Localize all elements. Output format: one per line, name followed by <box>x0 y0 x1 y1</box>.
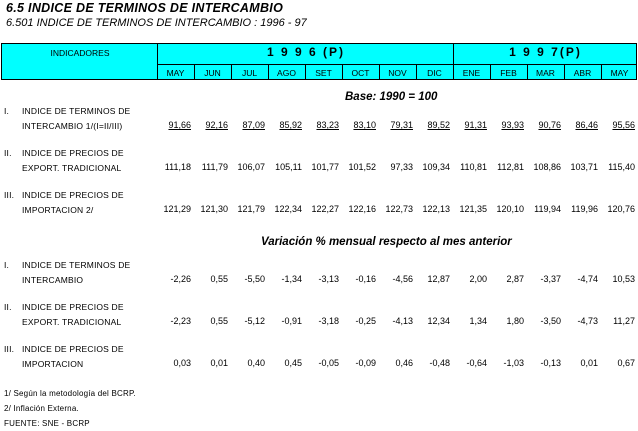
row-roman-numeral: I. <box>4 106 10 116</box>
row-value-cell: 12,87 <box>427 274 450 284</box>
row-value-cell: 122,34 <box>274 204 302 214</box>
row-value-cell: 0,45 <box>284 358 302 368</box>
row-roman-numeral: I. <box>4 260 10 270</box>
header-month-cell: FEB <box>500 68 517 78</box>
row-label-line2: INTERCAMBIO <box>22 275 84 285</box>
row-value-cell: 93,93 <box>501 120 524 130</box>
row-value-cell: 91,31 <box>464 120 487 130</box>
header-month-cell: OCT <box>351 68 370 78</box>
row-value-cell: 1,80 <box>506 316 524 326</box>
row-label-line2: INTERCAMBIO 1/(I=II/III) <box>22 121 123 131</box>
row-value-cell: 121,30 <box>200 204 228 214</box>
variation-heading: Variación % mensual respecto al mes anterior <box>261 236 512 248</box>
row-value-cell: 87,09 <box>242 120 265 130</box>
row-value-cell: -2,23 <box>170 316 191 326</box>
row-value-cell: 10,53 <box>612 274 635 284</box>
header-year-1997: 1 9 9 7(P) <box>509 45 582 59</box>
header-month-cell: MAY <box>166 68 185 78</box>
row-label-line2: IMPORTACION 2/ <box>22 205 94 215</box>
row-value-cell: -0,05 <box>318 358 339 368</box>
header-month-cell: ABR <box>573 68 592 78</box>
row-value-cell: -0,09 <box>355 358 376 368</box>
row-value-cell: 83,23 <box>316 120 339 130</box>
row-label-line2: IMPORTACION <box>22 359 84 369</box>
row-value-cell: -3,13 <box>318 274 339 284</box>
row-value-cell: 115,40 <box>608 162 635 172</box>
row-value-cell: -0,16 <box>355 274 376 284</box>
row-value-cell: 119,96 <box>571 204 598 214</box>
row-value-cell: 83,10 <box>353 120 376 130</box>
page-title: 6.5 INDICE DE TERMINOS DE INTERCAMBIO <box>6 1 284 15</box>
row-value-cell: 91,66 <box>168 120 191 130</box>
row-value-cell: 11,27 <box>613 316 635 326</box>
row-value-cell: 95,56 <box>612 120 635 130</box>
row-value-cell: 0,55 <box>210 274 228 284</box>
row-value-cell: 103,71 <box>570 162 598 172</box>
header-month-cell: NOV <box>388 68 407 78</box>
row-label-line2: EXPORT. TRADICIONAL <box>22 163 122 173</box>
row-value-cell: 101,77 <box>311 162 339 172</box>
header-month-cell: MAY <box>610 68 629 78</box>
row-value-cell: 122,16 <box>348 204 376 214</box>
row-value-cell: 122,13 <box>422 204 450 214</box>
row-value-cell: 2,87 <box>506 274 524 284</box>
row-value-cell: 0,40 <box>247 358 265 368</box>
row-value-cell: 86,46 <box>575 120 598 130</box>
row-roman-numeral: III. <box>4 344 15 354</box>
row-value-cell: -0,13 <box>540 358 561 368</box>
row-value-cell: 0,67 <box>617 358 635 368</box>
row-value-cell: 90,76 <box>538 120 561 130</box>
row-value-cell: 122,27 <box>311 204 339 214</box>
row-label-line1: INDICE DE TERMINOS DE <box>22 260 131 270</box>
header-month-cell: MAR <box>536 68 555 78</box>
table-header <box>1 43 637 80</box>
header-month-cell: SET <box>315 68 332 78</box>
row-value-cell: 89,52 <box>427 120 450 130</box>
row-value-cell: 0,03 <box>173 358 191 368</box>
row-value-cell: 101,52 <box>348 162 376 172</box>
row-value-cell: -0,25 <box>355 316 376 326</box>
row-value-cell: -4,73 <box>577 316 598 326</box>
row-value-cell: 79,31 <box>390 120 413 130</box>
row-value-cell: 97,33 <box>390 162 413 172</box>
row-value-cell: -0,48 <box>429 358 450 368</box>
row-value-cell: 109,34 <box>422 162 450 172</box>
row-value-cell: -3,18 <box>318 316 339 326</box>
row-label-line1: INDICE DE TERMINOS DE <box>22 106 131 116</box>
row-value-cell: 1,34 <box>469 316 487 326</box>
row-value-cell: 108,86 <box>533 162 561 172</box>
header-month-cell: ENE <box>462 68 481 78</box>
row-label-line1: INDICE DE PRECIOS DE <box>22 344 124 354</box>
footnote-1: 1/ Según la metodología del BCRP. <box>4 389 136 398</box>
row-value-cell: 112,81 <box>497 162 524 172</box>
row-label-line1: INDICE DE PRECIOS DE <box>22 148 124 158</box>
row-value-cell: -5,12 <box>244 316 265 326</box>
footnote-2: 2/ Inflación Externa. <box>4 404 79 413</box>
row-value-cell: 0,55 <box>210 316 228 326</box>
row-value-cell: 110,81 <box>460 162 487 172</box>
row-value-cell: -4,56 <box>392 274 413 284</box>
row-value-cell: 2,00 <box>469 274 487 284</box>
row-value-cell: -4,13 <box>392 316 413 326</box>
row-value-cell: 121,29 <box>163 204 191 214</box>
header-month-cell: JUL <box>241 68 258 78</box>
base-heading: Base: 1990 = 100 <box>345 91 438 103</box>
row-value-cell: -4,74 <box>577 274 598 284</box>
row-value-cell: 119,94 <box>534 204 561 214</box>
row-roman-numeral: III. <box>4 190 15 200</box>
row-roman-numeral: II. <box>4 148 12 158</box>
header-indicadores: INDICADORES <box>50 48 110 58</box>
row-value-cell: 0,46 <box>395 358 413 368</box>
row-value-cell: 121,79 <box>237 204 265 214</box>
row-value-cell: 0,01 <box>210 358 228 368</box>
row-value-cell: 121,35 <box>459 204 487 214</box>
row-value-cell: -0,91 <box>281 316 302 326</box>
row-value-cell: -3,37 <box>540 274 561 284</box>
page-subtitle: 6.501 INDICE DE TERMINOS DE INTERCAMBIO : 1996 - 97 <box>6 17 307 29</box>
row-value-cell: -3,50 <box>540 316 561 326</box>
row-value-cell: 120,10 <box>496 204 524 214</box>
row-value-cell: 111,79 <box>201 162 228 172</box>
source-note: FUENTE: SNE - BCRP <box>4 419 90 428</box>
header-year-1996: 1 9 9 6 (P) <box>266 45 346 59</box>
row-value-cell: -2,26 <box>170 274 191 284</box>
header-month-cell: JUN <box>204 68 221 78</box>
row-value-cell: 111,18 <box>164 162 191 172</box>
header-month-cell: AGO <box>277 68 296 78</box>
row-value-cell: 85,92 <box>279 120 302 130</box>
row-value-cell: 105,11 <box>275 162 302 172</box>
row-roman-numeral: II. <box>4 302 12 312</box>
row-value-cell: 122,73 <box>385 204 413 214</box>
row-label-line2: EXPORT. TRADICIONAL <box>22 317 122 327</box>
row-value-cell: 120,76 <box>607 204 635 214</box>
row-value-cell: -1,03 <box>503 358 524 368</box>
row-label-line1: INDICE DE PRECIOS DE <box>22 302 124 312</box>
row-value-cell: 92,16 <box>205 120 228 130</box>
row-value-cell: 0,01 <box>580 358 598 368</box>
row-label-line1: INDICE DE PRECIOS DE <box>22 190 124 200</box>
row-value-cell: -0,64 <box>466 358 487 368</box>
header-month-cell: DIC <box>427 68 442 78</box>
row-value-cell: -1,34 <box>281 274 302 284</box>
row-value-cell: 106,07 <box>237 162 265 172</box>
row-value-cell: 12,34 <box>427 316 450 326</box>
row-value-cell: -5,50 <box>244 274 265 284</box>
